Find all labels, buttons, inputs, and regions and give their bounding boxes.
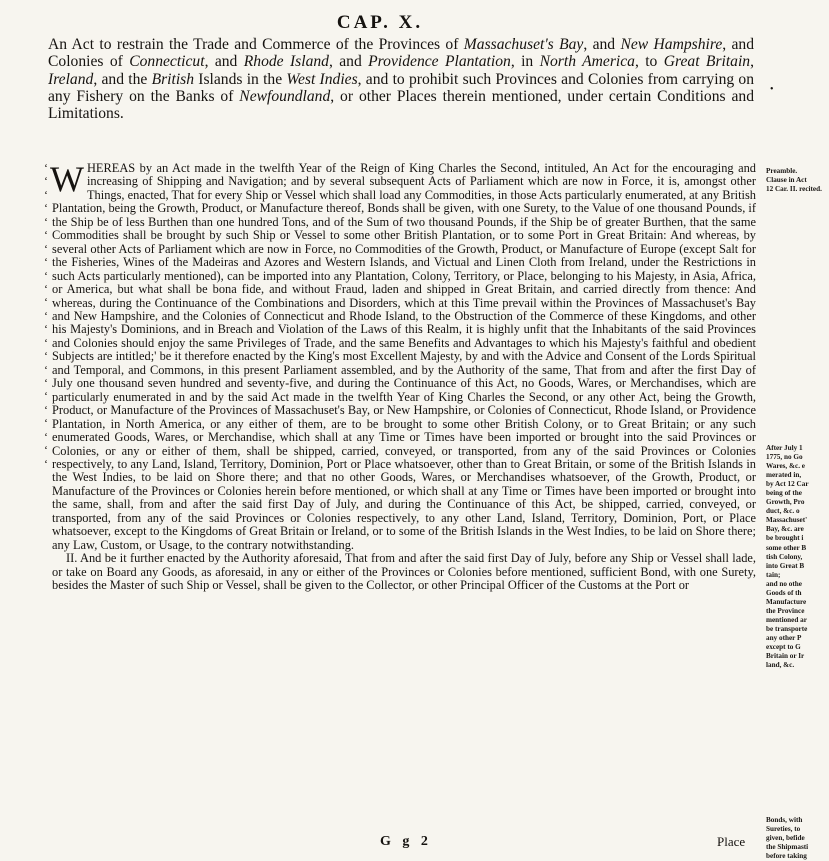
margin-note-line: Clause in Act [766,176,807,185]
margin-note-line: except to G [766,643,801,652]
margin-note-line: Bay, &c. are [766,525,804,534]
margin-note-line: Preamble. [766,167,798,175]
margin-note-line: tish Colony, [766,552,803,561]
quote-mark: ‘ [44,443,48,458]
act-body [50,159,756,593]
title-italic: Rhode Island [243,53,329,71]
title-italic: Newfoundland [239,87,331,105]
quote-mark: ‘ [44,429,48,444]
title-text: , [750,53,755,71]
title-italic: British [151,70,195,88]
title-text: , in [510,53,540,71]
paragraph-preamble [50,159,756,552]
margin-note-bonds [766,816,829,861]
title-text: , and to prohibit such Provinces and Colonies from carrying on any Fishery on the Banks of [48,70,755,105]
margin-note-line: be brought i [766,534,804,543]
quote-mark: ‘ [44,308,48,323]
quote-mark: ‘ [44,349,48,364]
quote-mark: ‘ [44,214,48,229]
margin-dot: • [770,84,774,95]
title-text: , and Colonies of [48,36,755,71]
title-italic: West Indies [286,70,358,88]
title-text: , or other Places therein mentioned, under certain Conditions and Limitations. [48,87,754,123]
margin-note-line: land, &c. [766,661,795,670]
quote-mark: ‘ [44,241,48,256]
margin-note-line: tain; [766,570,781,579]
title-italic: Ireland [48,70,94,88]
title-text: Islands in the [194,70,287,88]
margin-note-line: Wares, &c. e [766,462,805,471]
title-italic: New Hampshire [620,36,723,53]
margin-note-line: Manufacture [766,597,807,606]
quote-mark: ‘ [44,362,48,377]
quote-mark: ‘ [44,228,48,243]
quote-mark: ‘ [44,335,48,350]
quote-mark: ‘ [44,281,48,296]
quote-mark: ‘ [44,389,48,404]
margin-note-line: being of the [766,489,802,498]
margin-note-line: before taking [766,852,807,861]
quote-mark: ‘ [44,174,48,189]
chapter-heading: CAP. X. [336,12,424,33]
quote-mark: ‘ [44,416,48,431]
quote-mark: ‘ [44,187,48,202]
title-text: , to [634,53,664,71]
signature-mark: G g 2 [380,834,432,849]
margin-note-line: some other B [766,543,807,552]
margin-note-line: given, befide [766,834,805,843]
act-title [48,36,754,122]
margin-note-line: mentioned ar [766,615,807,624]
quote-mark: ‘ [44,456,48,471]
title-text: , and [583,36,621,53]
quote-mark: ‘ [44,402,48,417]
margin-note-line: Growth, Pro [766,498,805,507]
drop-cap: W [50,159,84,199]
margin-note-enacting [766,444,829,670]
margin-note-line: by Act 12 Car [766,480,809,489]
margin-note-line: 12 Car. II. recited. [766,185,822,194]
margin-note-line: be transporte [766,624,808,633]
margin-note-line: Sureties, to [766,825,801,834]
title-italic: Providence Plantation [368,53,511,71]
title-italic: Connecticut [129,53,205,71]
paragraph-text: HEREAS by an Act made in the twelfth Year of the Reign of King Charles the Second, intituled, An Act for the encouraging and increasing of Shipping and Navigation; and by several subsequent Acts of Parliament which are now in Force, it is, amongst other Things, enacted, That for every Ship or Vessel which shall load any Commodities, in those Acts particularly enumerated, at any British Plantation, being the Growth, Product, or Manufacture thereof, Bonds shall be given, with one Surety, to the Value of one thousand Pounds, if the Ship be of less Burthen than one hundred Tons, and of the Sum of two thousand Pounds, if the Ship be of greater Burthen, that the same Commodities shall be brought by such Ship or Vessel to some other British Plantation, or to some Port in Great Britain: And whereas, by several other Acts of Parliament which are now in Force, no Commodities of the Growth, Product, or Manufacture of Europe (except Salt for the Fisheries, Wines of the Madeiras and Azores and Western Islands, and Victual and Linen Cloth from Ireland, under the Restrictions in such Acts particularly mentioned), can be imported into any Plantation, Colony, Territory, or Place, belonging to his Majesty, in Asia, Africa, or America, but what shall be bona fide, and without Fraud, laden and shipped in Great Britain, and carried directly from thence: And whereas, during the Continuance of the Combinations and Disorders, which at this Time prevail within the Provinces of Massachuset's Bay and New Hampshire, and the Colonies of Connecticut and Rhode Island, to the Obstruction of the Commerce of these Kingdoms, and other his Majesty's Dominions, and in Breach and Violation of the Laws of this Realm, it is highly unfit that the Inhabitants of the said Provinces and Colonies should enjoy the same Privileges of Trade, and the same Benefits and Advantages to which his Majesty's faithful and obedient Subjects are intitled;' be it therefore enacted by the King's most Excellent Majesty, by and with the Advice and Consent of the Lords Spiritual and Temporal, and Commons, in this present Parliament assembled, and by the Authority of the same, That from and after the first Day of July one thousand seven hundred and seventy-five, and during the Continuance of this Act, no Goods, Wares, or Merchandises, which are particularly enumerated in and by the said Act made in the twelfth Year of King Charles the Second, or any other Act, being the Growth, Product, or Manufacture of the Provinces of Massachuset's Bay, or New Hampshire, or Colonies of Connecticut, Rhode Island, or Providence Plantation, in North America, or any either of them, are to be brought to some other British Colony, or to Great Britain; or any such enumerated Goods, Wares, or Merchandise, which shall at any Time or Times have been imported or brought into the said Provinces or Colonies, or any or either of them, shall be shipped, carried, conveyed, or transported, from any of the said Provinces or Colonies respectively, to any Land, Island, Territory, Dominion, Port or Place whatsoever, other than to Great Britain, or some of the British Islands in the West Indies, to be laid on Shore there; and that no other Goods, Wares, or Merchandises whatsoever, of the Growth, Product, or Manufacture of the Provinces or Colonies herein before mentioned, or which shall at any Time or Times have been imported or brought into the same, shall, from and after the said first Day of July, and during the Continuance of this Act, be shipped, carried, conveyed, or transported, from any of the said Provinces or Colonies respectively, to any other Land, Island, Territory, Dominion, Port, or Place whatsoever, except to the Kingdoms of Great Britain or Ireland, or to some of the British Islands in the West Indies, to be laid on Shore there; any Law, Custom, or Usage, to the contrary notwithstanding. [52,161,756,552]
margin-note-line: any other P [766,633,802,642]
margin-note-line: Bonds, with [766,816,803,824]
quote-mark: ‘ [44,268,48,283]
margin-note-line: Britain or Ir [766,652,805,661]
catchword: Place [717,834,746,849]
title-text: An Act to restrain the Trade and Commerce of the Provinces of [48,36,464,53]
quote-mark: ‘ [44,376,48,390]
title-text: , and [204,53,244,71]
quote-mark: ‘ [44,201,48,216]
margin-note-line: the Province [766,606,805,615]
quote-mark: ‘ [44,295,48,310]
title-italic: Massachuset's Bay [463,36,584,53]
margin-note-line: After July 1 [766,444,803,452]
margin-note-line: 1775, no Go [766,453,803,462]
margin-note-line: into Great B [766,561,805,570]
title-italic: Great Britain [663,53,751,71]
quote-mark: ‘ [44,255,48,270]
title-text: , and the [93,70,152,88]
margin-note-line: Goods of th [766,588,802,597]
quote-mark: ‘ [44,161,48,175]
margin-note-line: the Shipmasti [766,843,809,852]
margin-note-line: merated in, [766,471,802,480]
title-text: , and [328,53,369,71]
paragraph-section-2: II. And be it further enacted by the Authority aforesaid, That from and after the said first Day of July, before any Ship or Vessel shall lade, or take on Board any Goods, as aforesaid, in any or either of the Provinces or Colonies before mentioned, sufficient Bond, with one Surety, besides the Master of such Ship or Vessel, shall be given to the Collector, or other Principal Officer of the Customs at the Port or [52,551,756,593]
title-italic: North America [539,53,635,71]
quote-mark: ‘ [44,322,48,337]
margin-note-line: Massachuset' [766,516,808,525]
margin-note-preamble [766,167,829,194]
margin-note-line: duct, &c. o [766,507,800,516]
margin-note-line: and no othe [766,579,802,588]
